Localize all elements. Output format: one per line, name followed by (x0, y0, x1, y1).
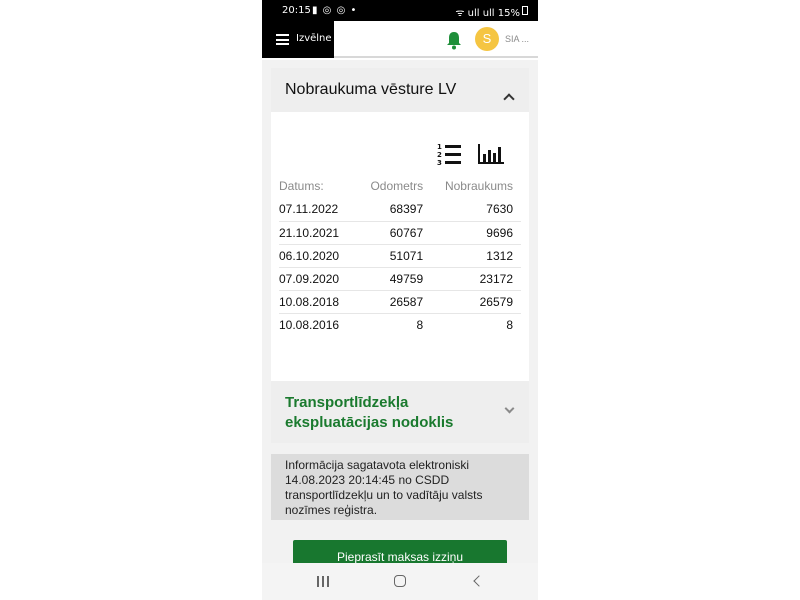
table-row (279, 313, 521, 336)
cell-mileage: 9696 (431, 221, 521, 244)
cell-mileage: 7630 (431, 198, 521, 221)
cell-mileage: 1312 (431, 244, 521, 267)
column-header-odometer: Odometrs (370, 179, 424, 193)
menu-label: Izvēlne (296, 33, 332, 44)
table-row (279, 267, 521, 290)
cell-odometer: 49759 (359, 267, 431, 290)
table-row (279, 290, 521, 313)
cell-odometer: 68397 (359, 198, 431, 221)
main-content (262, 60, 538, 563)
history-title: Nobraukuma vēsture LV (285, 81, 457, 98)
history-section-header[interactable] (271, 68, 529, 112)
avatar[interactable]: S (475, 27, 499, 51)
tax-title: Transportlīdzekļa ekspluatācijas nodoklis (285, 394, 454, 431)
recent-apps-icon[interactable] (317, 576, 330, 587)
cell-date: 06.10.2020 (279, 244, 359, 267)
menu-button[interactable] (262, 21, 334, 58)
table-row (279, 198, 521, 221)
home-icon[interactable] (394, 575, 406, 587)
table-row (279, 221, 521, 244)
company-name[interactable]: SIA ... (505, 34, 530, 44)
status-bar (262, 0, 538, 21)
cell-date: 21.10.2021 (279, 221, 359, 244)
app-bar (262, 21, 538, 58)
cell-date: 10.08.2016 (279, 317, 340, 332)
cell-odometer: 60767 (359, 221, 431, 244)
bell-icon[interactable] (445, 30, 463, 50)
svg-text:3: 3 (437, 159, 442, 166)
back-icon[interactable] (473, 575, 484, 586)
history-card (271, 112, 529, 382)
cell-odometer: 26587 (359, 290, 431, 313)
svg-text:2: 2 (437, 151, 442, 159)
bar-chart-icon[interactable] (477, 142, 505, 166)
cell-date: 07.11.2022 (279, 198, 359, 221)
mileage-table (279, 174, 521, 336)
cell-date: 10.08.2018 (279, 290, 359, 313)
numbered-list-icon[interactable] (437, 142, 463, 166)
android-nav-bar (262, 563, 538, 600)
chevron-down-icon (505, 404, 515, 414)
cell-mileage: 23172 (431, 267, 521, 290)
column-header-date: Datums: (279, 179, 324, 193)
cell-mileage: 8 (506, 317, 513, 332)
svg-text:1: 1 (437, 143, 442, 151)
request-paid-statement-button[interactable]: Pieprasīt maksas izziņu (293, 540, 507, 563)
tax-section-header[interactable] (271, 381, 529, 443)
cell-odometer: 51071 (359, 244, 431, 267)
battery-icon (522, 6, 528, 15)
table-row (279, 244, 521, 267)
status-time: 20:15 (282, 5, 311, 16)
phone-screen (262, 0, 538, 600)
hamburger-icon (276, 34, 289, 45)
cell-odometer: 8 (416, 317, 424, 332)
notification-icons: ▮ ◎ ◎ • (312, 5, 358, 16)
table-header-row (279, 174, 521, 198)
info-notice: Informācija sagatavota elektroniski 14.08.2023 20:14:45 no CSDD transportlīdzekļu un to vadītāju valsts nozīmes reģistra. (271, 454, 529, 520)
column-header-mileage: Nobraukums (444, 179, 513, 193)
cell-mileage: 26579 (431, 290, 521, 313)
signal-battery-text: ᯤ ull ull 15% (455, 8, 520, 19)
cell-date: 07.09.2020 (279, 267, 359, 290)
chevron-up-icon (503, 93, 514, 104)
